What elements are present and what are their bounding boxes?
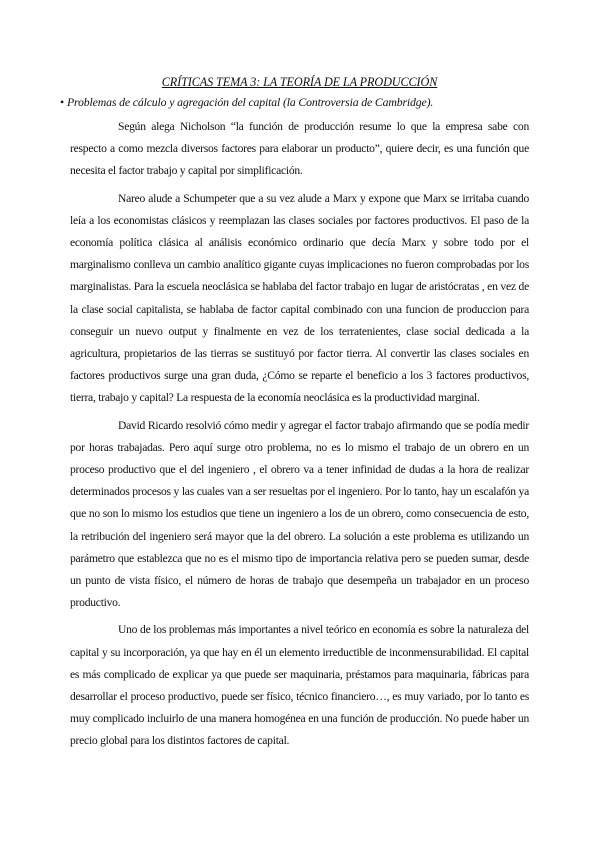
document-title: CRÍTICAS TEMA 3: LA TEORÍA DE LA PRODUCCIÓN [161,75,438,89]
bullet-marker: • [60,95,64,109]
document-page [60,74,529,758]
section-heading-text: Problemas de cálculo y agregación del capital (la Controversia de Cambridge). [66,95,434,109]
paragraph-capital: Uno de los problemas más importantes a nivel teórico en economía es sobre la naturaleza del capital y su incorporación, ya que hay en él un elemento irreductible de inconmensurabilidad. El capital es más complicado de explicar ya que puede ser maquinaria, préstamos para maquinaria, fábricas para desarrollar el proceso productivo, puede ser físico, técnico financiero…, es muy variado, por lo tanto es muy complicado incluirlo de una manera homogénea en una función de producción. No puede haber un precio global para los distintos factores de capital. [70,623,529,748]
paragraph-nicholson: Según alega Nicholson “la función de producción resume lo que la empresa sabe con respecto a como mezcla diversos factores para elaborar un producto”, quiere decir, es una función que necesita el factor trabajo y capital por simplificación. [70,120,529,178]
paragraph-nareo: Nareo alude a Schumpeter que a su vez alude a Marx y expone que Marx se irritaba cuando leía a los economistas clásicos y reemplazan las clases sociales por factores productivos. El paso de la economía política clásica al análisis económico ordinario que decía Marx y sobre todo por el marginalismo conlleva un cambio analítico gigante cuyas implicaciones no fueron comprobadas por los marginalistas. Para la escuela neoclásica se hablaba del factor trabajo en lugar de aristócratas , en vez de la clase social capitalista, se hablaba de factor capital combinado con una funcion de produccion para conseguir un nuevo output y finalmente en vez de los terratenientes, clase social dedicada a la agricultura, propietarios de las tierras se sustituyó por factor tierra. Al convertir las clases sociales en factores productivos surge una gran duda, ¿Cómo se reparte el beneficio a los 3 factores productivos, tierra, trabajo y capital? La respuesta de la economía neoclásica es la productividad marginal. [70,191,529,405]
paragraph-ricardo: David Ricardo resolvió cómo medir y agregar el factor trabajo afirmando que se podía medir por horas trabajadas. Pero aquí surge otro problema, no es lo mismo el trabajo de un obrero en un proceso productivo que el del ingeniero , el obrero va a tener infinidad de dudas a la hora de realizar determinados procesos y las cuales van a ser resueltas por el ingeniero. Por lo tanto, hay un escalafón ya que no son lo mismo los estudios que tiene un ingeniero a los de un obrero, como consecuencia de esto, la retribución del ingeniero será mayor que la del obrero. La solución a este problema es utilizando un parámetro que establezca que no es el mismo tipo de importancia relativa pero se pueden sumar, desde un punto de vista físico, el número de horas de trabajo que desempeña un trabajador en un proceso productivo. [70,418,529,610]
section-heading [60,94,529,110]
